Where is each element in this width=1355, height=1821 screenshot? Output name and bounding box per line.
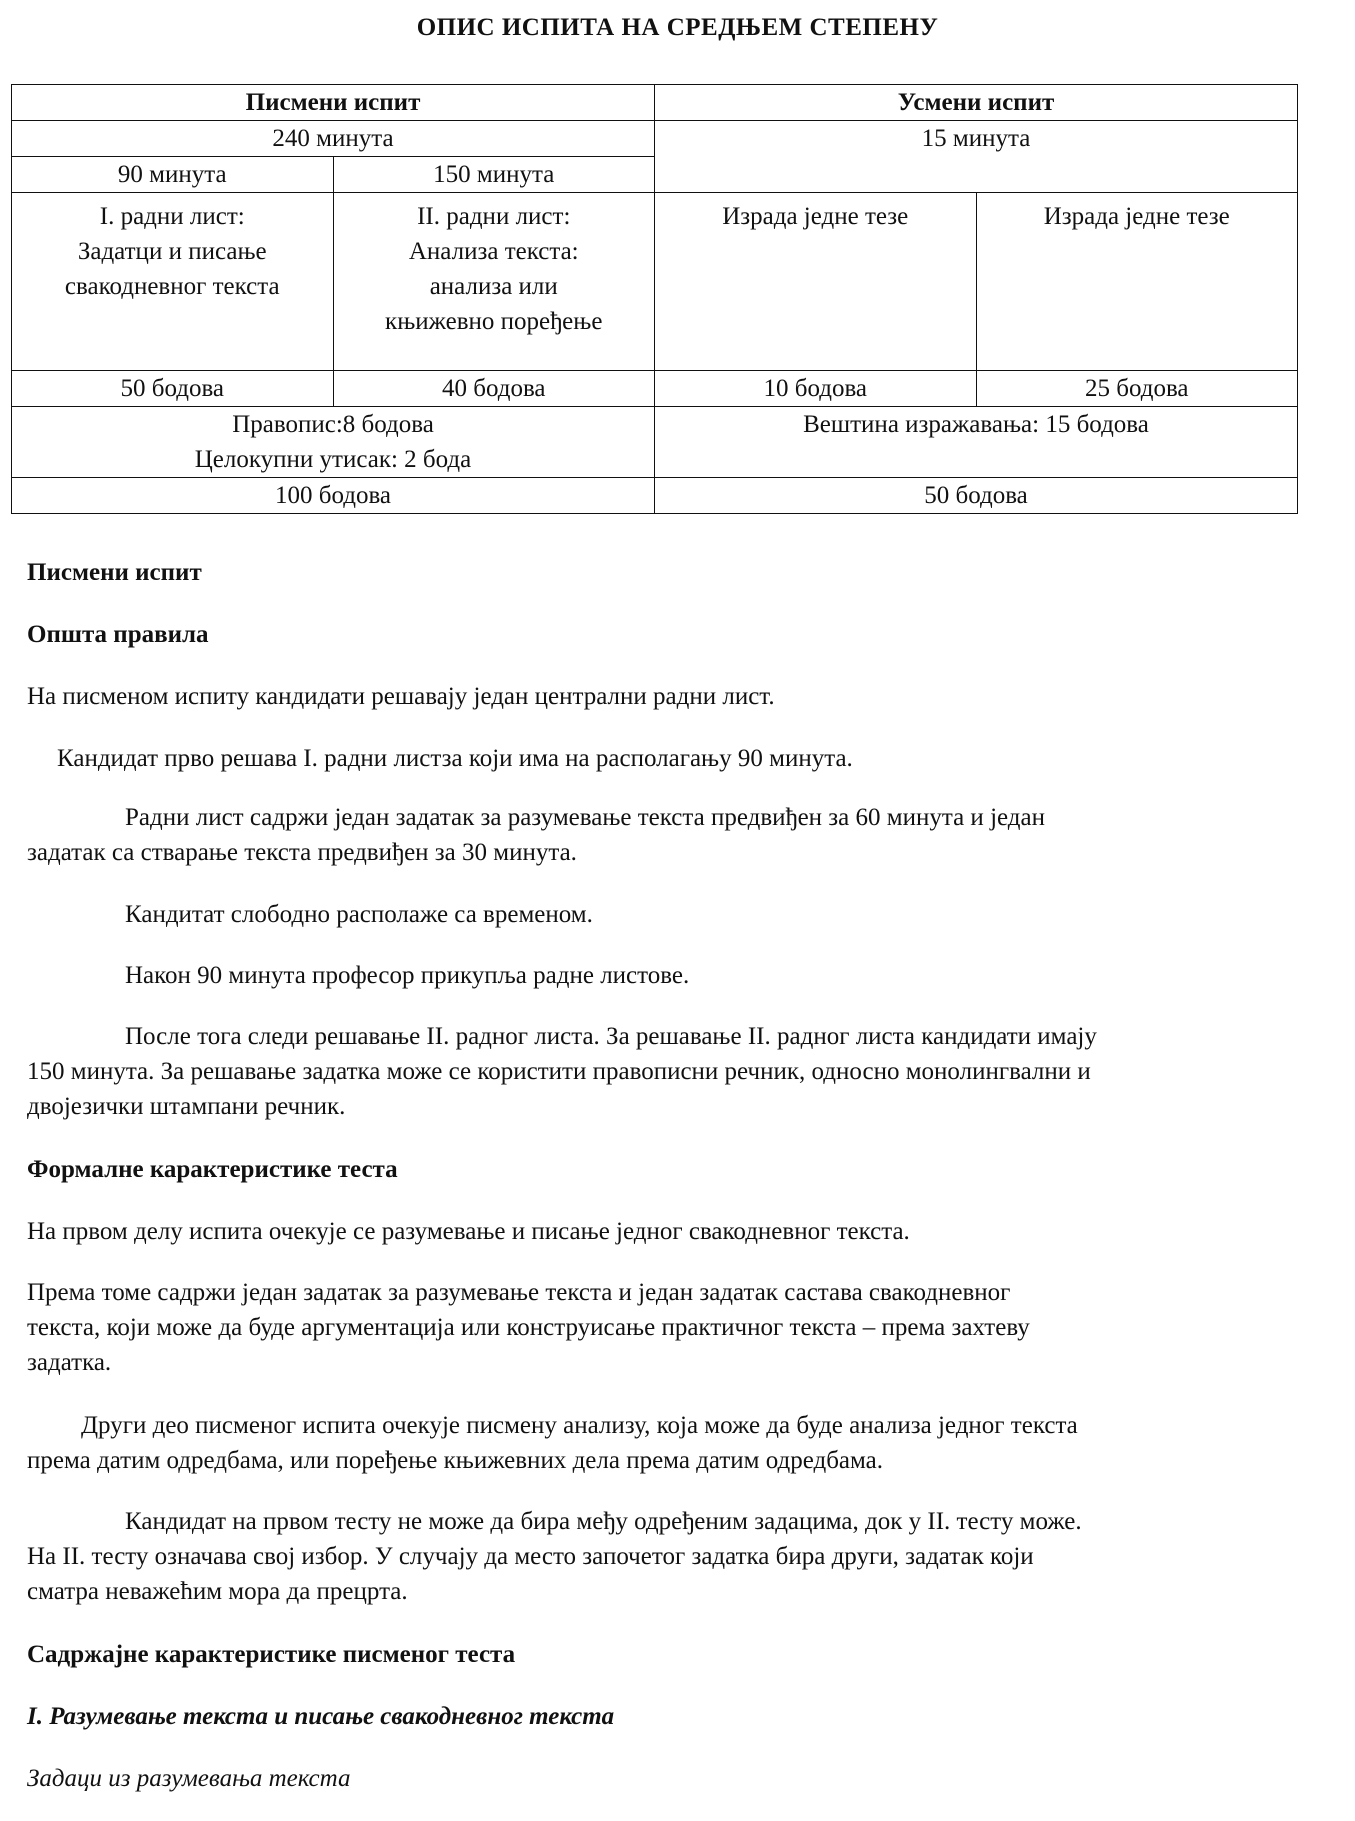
paragraph: [27, 1275, 1340, 1380]
paragraph-line: После тога следи решавање II. радног листа. За решавање II. радног листа кандидати имају: [125, 1023, 1097, 1050]
points-cell: 25 бодова: [976, 371, 1298, 407]
paragraph-line: сматра неважећим мора да прецрта.: [27, 1578, 408, 1605]
overall-impression-points: Целокупни утисак: 2 бода: [194, 446, 472, 473]
written-total: 100 бодова: [12, 478, 655, 514]
paragraph-line: На II. тесту означава свој избор. У случају да место започетог задатка бира други, задатак који: [27, 1543, 1034, 1570]
paragraph: Кандитат слободно располаже са временом.: [125, 901, 593, 928]
part2-description: [333, 193, 655, 371]
heading-section-1: I. Разумевање текста и писање свакодневног текста: [27, 1703, 615, 1730]
oral1-description: Израда једне тезе: [655, 193, 977, 371]
part2-desc-line: II. радни лист:: [417, 203, 571, 230]
table-row: [12, 371, 1298, 407]
part2-desc-line: књижевно поређење: [385, 308, 603, 335]
subheading-comprehension-tasks: Задаци из разумевања текста: [27, 1765, 351, 1792]
page-title: ОПИС ИСПИТА НА СРЕДЊЕМ СТЕПЕНУ: [416, 14, 939, 41]
paragraph: Кандидат прво решава I. радни листза који има на располагању 90 минута.: [57, 745, 853, 772]
heading-formal-characteristics: Формалне карактеристике теста: [27, 1156, 398, 1183]
oral-total: 50 бодова: [655, 478, 1298, 514]
points-cell: 10 бодова: [655, 371, 977, 407]
table-row: [12, 407, 1298, 478]
paragraph-line: Према томе садржи један задатак за разумевање текста и један задатак састава свакодневног: [27, 1279, 1011, 1306]
written-exam-header: Писмени испит: [12, 85, 655, 121]
spelling-points: Правопис:8 бодова: [232, 411, 434, 438]
paragraph-line: Други део писменог испита очекује писмену анализу, која може да буде анализа једног текста: [81, 1412, 1078, 1439]
table-row: [12, 85, 1298, 121]
oral2-description: Израда једне тезе: [976, 193, 1298, 371]
paragraph: [27, 800, 1340, 870]
heading-general-rules: Општа правила: [27, 621, 209, 648]
paragraph-line: према датим одредбама, или поређење књижевних дела према датим одредбама.: [27, 1447, 884, 1474]
paragraph-line: 150 минута. За решавање задатка може се користити правописни речник, односно монолингвални и: [27, 1058, 1091, 1085]
written-extra-points: [12, 407, 655, 478]
oral-exam-header: Усмени испит: [655, 85, 1298, 121]
table-row: [12, 478, 1298, 514]
paragraph: Након 90 минута професор прикупља радне листове.: [125, 962, 690, 989]
part1-duration: 90 минута: [12, 157, 334, 193]
paragraph: На писменом испиту кандидати решавају један централни радни лист.: [27, 683, 775, 710]
part1-desc-line: I. радни лист:: [99, 203, 245, 230]
paragraph-line: задатка.: [27, 1349, 112, 1376]
part1-desc-line: Задатци и писање: [77, 238, 267, 265]
points-cell: 40 бодова: [333, 371, 655, 407]
paragraph: [27, 1408, 1340, 1478]
part2-desc-line: анализа или: [429, 273, 558, 300]
paragraph: [27, 1504, 1340, 1609]
paragraph: [27, 1019, 1340, 1124]
paragraph: На првом делу испита очекује се разумевање и писање једног свакодневног текста.: [27, 1218, 910, 1245]
oral-extra-points: Вештина изражавања: 15 бодова: [655, 407, 1298, 478]
part1-description: [12, 193, 334, 371]
written-duration: 240 минута: [12, 121, 655, 157]
paragraph-line: текста, који може да буде аргументација или конструисање практичног текста – према захтеву: [27, 1314, 1030, 1341]
part2-duration: 150 минута: [333, 157, 655, 193]
exam-structure-table: [11, 84, 1298, 514]
paragraph-line: Радни лист садржи један задатак за разумевање текста предвиђен за 60 минута и један: [125, 804, 1045, 831]
paragraph-line: Кандидат на првом тесту не може да бира међу одређеним задацима, док у II. тесту може.: [125, 1508, 1082, 1535]
part1-desc-line: свакодневног текста: [64, 273, 280, 300]
paragraph-line: двојезички штампани речник.: [27, 1093, 346, 1120]
part2-desc-line: Анализа текста:: [408, 238, 579, 265]
points-cell: 50 бодова: [12, 371, 334, 407]
paragraph-line: задатак са стварање текста предвиђен за 30 минута.: [27, 839, 577, 866]
heading-content-characteristics: Садржајне карактеристике писменог теста: [27, 1641, 516, 1668]
table-row: [12, 121, 1298, 157]
heading-written-exam: Писмени испит: [27, 559, 202, 586]
table-row: [12, 193, 1298, 371]
oral-duration: 15 минута: [655, 121, 1298, 193]
